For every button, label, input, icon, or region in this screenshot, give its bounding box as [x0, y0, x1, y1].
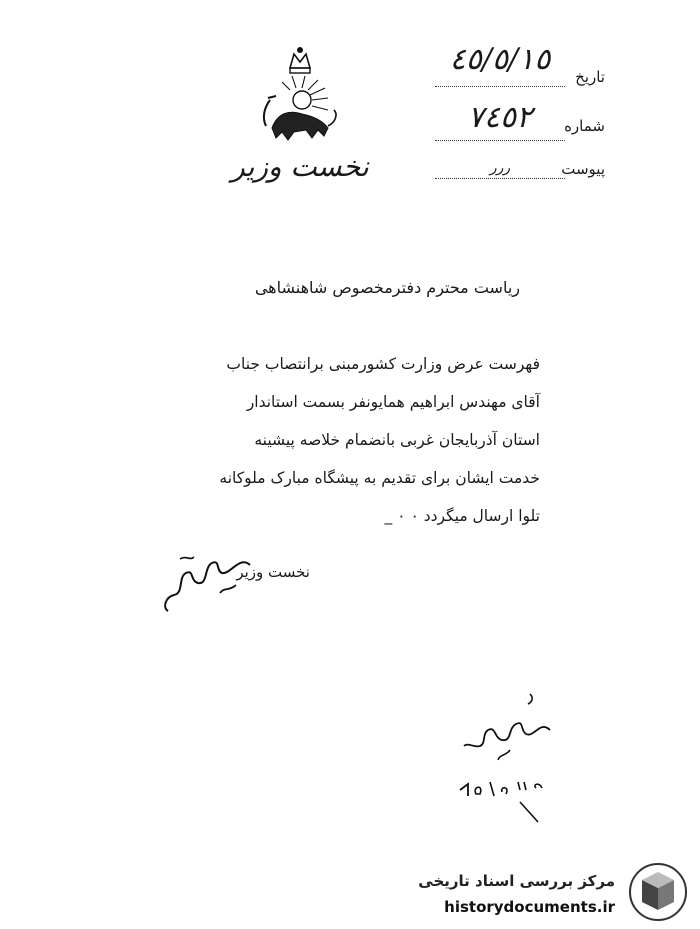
body-line: آقای مهندس ابراهیم همایونفر بسمت استاندار — [246, 393, 540, 411]
date-label: تاریخ — [575, 68, 605, 86]
signature-title: نخست وزیر — [236, 563, 310, 581]
ministry-title: نخست وزیر — [231, 150, 369, 183]
body-line: خدمت ایشان برای تقدیم به پیشگاه مبارک ملوکانه — [219, 469, 540, 487]
archive-logo-icon — [628, 862, 688, 922]
addressee-line: ریاست محترم دفترمخصوص شاهنشاهی — [254, 278, 520, 297]
number-label: شماره — [564, 117, 605, 135]
handwritten-signature — [150, 545, 260, 615]
body-line: فهرست عرض وزارت کشورمبنی برانتصاب جناب — [226, 355, 540, 373]
archive-website-url: historydocuments.ir — [444, 898, 615, 916]
letter-body — [100, 345, 540, 535]
date-value: ٤٥/٥/١٥ — [449, 42, 551, 77]
number-line — [435, 140, 565, 141]
attachment-value: ررر — [489, 160, 511, 176]
handwritten-receipt-note — [440, 690, 570, 830]
number-value: ٧٤٥٢ — [467, 100, 533, 135]
date-line — [435, 86, 565, 87]
archive-center-name: مرکز بررسی اسناد تاریخی — [418, 872, 615, 890]
attachment-label: پیوست — [561, 160, 605, 178]
attachment-line — [435, 178, 565, 179]
body-line: تلوا ارسال میگردد ۰ ۰ _ — [384, 507, 540, 525]
lion-and-sun-emblem — [250, 40, 350, 150]
body-line: استان آذربایجان غربی بانضمام خلاصه پیشینه — [254, 431, 540, 449]
